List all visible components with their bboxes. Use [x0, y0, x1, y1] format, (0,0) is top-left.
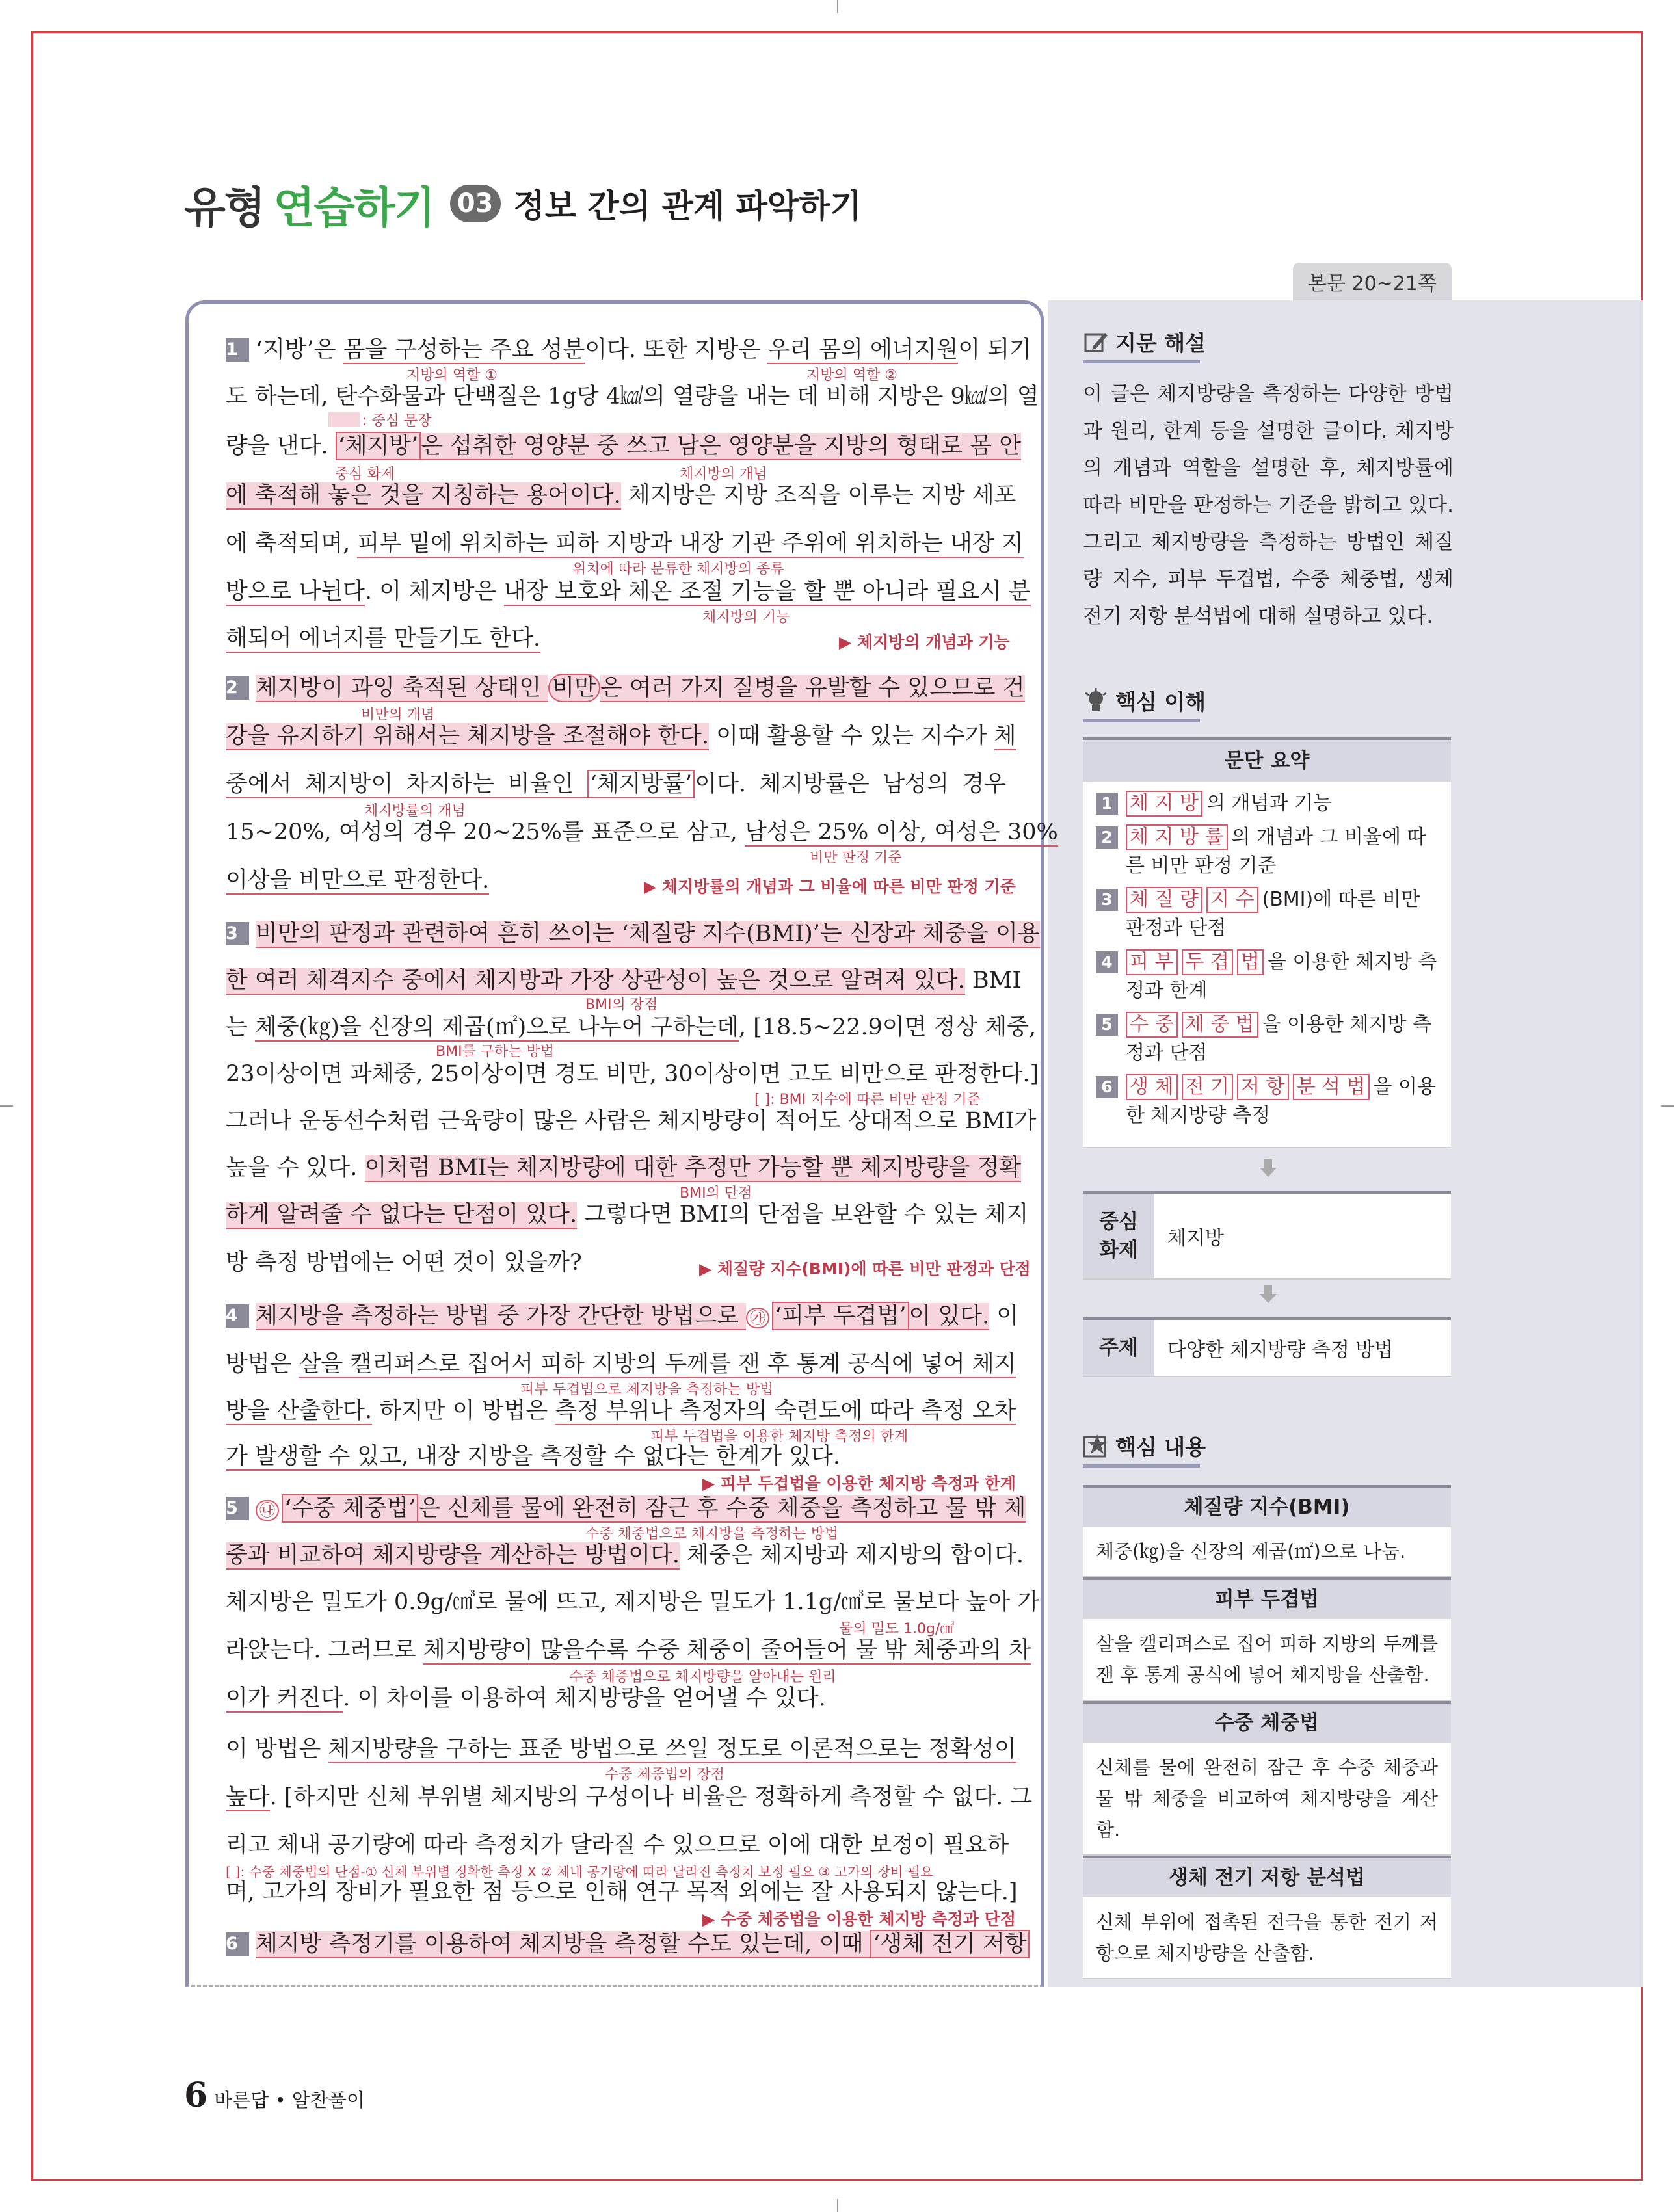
core-content-list	[1083, 1485, 1451, 1979]
text: 하지만 이 방법은	[372, 1398, 555, 1424]
paragraph-number: 2	[226, 676, 249, 700]
summary-item-number: 5	[1096, 1014, 1118, 1036]
summary-item-text	[1126, 1073, 1438, 1130]
text: ‘지방’은	[256, 337, 343, 363]
underlined-text: 높다	[226, 1784, 270, 1810]
central-sentence-text: 에 축적해 놓은 것을 지칭하는 용어이다.	[226, 482, 621, 508]
paragraph-summary: ▶ 수중 체중법을 이용한 체지방 측정과 단점	[702, 1910, 1016, 1929]
text: 체지방은 지방 조직을 이루는 지방 세포	[620, 482, 1016, 508]
summary-item	[1083, 789, 1451, 818]
summary-item	[1083, 823, 1451, 880]
content-box-header: 생체 전기 저항 분석법	[1083, 1856, 1451, 1897]
annotation: BMI의 단점	[680, 1185, 752, 1202]
passage-line	[226, 1297, 1019, 1336]
commentary-title: 지문 해설	[1115, 330, 1206, 356]
annotation: 체지방의 개념	[680, 466, 767, 482]
central-sentence-text: 체지방과 가장 상관성이 높은 것	[474, 968, 790, 994]
annotation: 지방의 역할 ②	[806, 367, 897, 384]
passage-line	[226, 572, 1031, 611]
text: 에 축적되며,	[226, 531, 358, 557]
central-topic-text: ‘체지방’	[336, 432, 421, 460]
page-title	[184, 174, 862, 233]
passage-line	[226, 524, 1024, 563]
legend-swatch	[328, 412, 360, 427]
passage-line: 도 하는데, 탄수화물과 단백질은 1g당 4㎉의 열량을 내는 데 비해 지방은 9㎉의 열	[226, 384, 1039, 410]
star-icon	[1083, 1433, 1109, 1459]
text: , [18.5~22.9이면 정상 체중,	[738, 1014, 1037, 1040]
central-topic-text: ‘생체 전기 저항	[870, 1930, 1029, 1958]
central-topic-value: 체지방	[1167, 1227, 1224, 1250]
paragraph-number: 5	[226, 1497, 249, 1520]
central-sentence-text: 은 여러 가지 질병을 유발할 수 있으므로 건	[600, 675, 1025, 701]
pencil-icon	[1083, 329, 1109, 355]
text: 는	[226, 1014, 255, 1040]
paragraph-number: 3	[226, 922, 249, 945]
central-sentence-text: 체지방이 과잉 축적된 상태인	[256, 675, 549, 701]
passage-line: 리고 체내 공기량에 따라 측정치가 달라질 수 있으므로 이에 대한 보정이 필요하	[226, 1832, 1009, 1858]
underlined-text: 몸을 구성하는 주요 성분	[343, 337, 585, 363]
passage-line: 그러나 운동선수처럼 근육량이 많은 사람은 체지방량이 적어도 상대적으로 BMI가	[226, 1108, 1037, 1134]
heading-underline	[1083, 360, 1200, 363]
text: 체중은 체지방과 제지방의 합이다.	[680, 1542, 1024, 1568]
title-type-label: 유형	[184, 182, 265, 233]
central-sentence-text: 비만의 판정과 관련하여 흔히 쓰이는 ‘체질량 지수(BMI)’는 신장과 체중을 이용	[256, 921, 1040, 947]
summary-item-number: 2	[1096, 826, 1118, 849]
summary-item	[1083, 886, 1451, 943]
passage-line	[226, 1345, 1016, 1384]
theme-row	[1083, 1317, 1451, 1377]
passage-line	[226, 330, 1031, 369]
annotation: BMI의 장점	[585, 997, 658, 1013]
lightbulb-icon	[1083, 688, 1109, 714]
blank-box: 지 수	[1206, 887, 1258, 913]
summary-item-rest: 을 이용한 체지방량 측정	[1126, 1075, 1436, 1127]
content-box-body: 신체 부위에 접촉된 전극을 통한 전기 저항으로 체지방량을 산출함.	[1083, 1897, 1451, 1979]
text: 이다. 또한 지방은	[585, 337, 768, 363]
summary-item-rest: 의 개념과 그 비율에 따른 비만 판정 기준	[1126, 826, 1426, 877]
paragraph-summary: ▶ 체질량 지수(BMI)에 따른 비만 판정과 단점	[699, 1259, 1031, 1278]
underlined-text: 방으로 나뉜다	[226, 579, 365, 605]
core-understanding-title: 핵심 이해	[1115, 689, 1206, 715]
down-arrow-icon	[1258, 1159, 1278, 1178]
blank-box: 수 중	[1126, 1012, 1178, 1038]
page-number: 6	[184, 2075, 208, 2115]
summary-item-text	[1126, 948, 1438, 1005]
text: 이	[989, 1303, 1019, 1329]
passage-line: 23이상이면 과체중, 25이상이면 경도 비만, 30이상이면 고도 비만으로 판정한다.]	[226, 1061, 1039, 1087]
central-sentence-text: 은 신체를 물에 완전히 잠근 후 수중 체중을 측정하고 물 밖 체	[418, 1495, 1026, 1521]
passage-line: 체지방은 밀도가 0.9g/㎤로 물에 뜨고, 제지방은 밀도가 1.1g/㎤로 물보다 높아 가	[226, 1589, 1040, 1615]
paragraph-summary-table	[1083, 737, 1451, 1148]
annotation: 체지방의 기능	[702, 609, 790, 625]
summary-item-rest: 을 이용한 체지방 측정과 단점	[1126, 1013, 1431, 1064]
theme-label: 주제	[1083, 1320, 1154, 1376]
passage-line: 방 측정 방법에는 어떤 것이 있을까?	[226, 1250, 582, 1276]
underlined-text: 이가 커진다	[226, 1685, 343, 1711]
paragraph-number: 6	[226, 1932, 249, 1956]
label-text: 중심 화제	[1099, 1210, 1138, 1262]
blank-box: 피 부	[1126, 949, 1178, 975]
central-topic-text: 비만	[548, 674, 600, 702]
central-sentence-text: 이 있다.	[909, 1303, 990, 1329]
passage-line	[226, 1148, 1022, 1187]
passage-line: 며, 고가의 장비가 필요한 점 등으로 인해 연구 목적 외에는 잘 사용되지 않는다.]	[226, 1879, 1018, 1905]
underlined-text: 중에서 체지방이 차지하는 비율인	[226, 771, 587, 797]
text: 라앉는다. 그러므로	[226, 1637, 423, 1663]
central-sentence-text: 한 여러 체격지수 중에서	[226, 968, 475, 994]
text: . 이 차이를 이용하여 체지방량을 얻어낼 수 있다.	[343, 1685, 826, 1711]
summary-item-text	[1126, 1010, 1438, 1068]
text: 그렇다면 BMI의 단점을 보완할 수 있는 체지	[577, 1202, 1029, 1228]
content-box-body: 신체를 물에 완전히 잠근 후 수중 체중과 물 밖 체중을 비교하여 체지방량을 계산함.	[1083, 1743, 1451, 1856]
underlined-text: 측정 부위나 측정자의 숙련도에 따라 측정 오차	[555, 1398, 1016, 1424]
paragraph-summary: ▶ 피부 두겹법을 이용한 체지방 측정과 한계	[702, 1474, 1016, 1493]
annotation: 체지방률의 개념	[364, 803, 466, 819]
blank-box: 두 겹	[1182, 949, 1234, 975]
summary-item-rest: 을 이용한 체지방 측정과 한계	[1126, 951, 1437, 1002]
crop-mark	[1661, 1105, 1674, 1107]
underlined-text: 체중(㎏)을 신장의 제곱(㎡)으로 나누어 구하는데	[254, 1014, 739, 1040]
core-content-title: 핵심 내용	[1115, 1434, 1206, 1460]
summary-item-number: 6	[1096, 1076, 1118, 1098]
blank-box: 저 항	[1237, 1074, 1289, 1100]
annotation: 수중 체중법으로 체지방량을 알아내는 원리	[569, 1669, 836, 1685]
passage-line	[226, 1730, 1016, 1769]
heading-underline	[1083, 719, 1200, 722]
central-topic-row	[1083, 1191, 1451, 1280]
page-footer	[184, 2075, 365, 2115]
underlined-text: 체지방량이 많을수록 수중 체중이 줄어들어 물 밖 체중과의 차	[423, 1637, 1031, 1663]
paragraph-summary: ▶ 체지방의 개념과 기능	[839, 633, 1010, 652]
annotation: 피부 두겹법으로 체지방을 측정하는 방법	[520, 1382, 774, 1398]
paragraph-number: 1	[226, 338, 249, 362]
underlined-text: 체	[994, 723, 1016, 749]
content-box-body: 살을 캘리퍼스로 집어 피하 지방의 두께를 잰 후 통계 공식에 넣어 체지방을 산출함.	[1083, 1619, 1451, 1701]
text: . [하지만 신체 부위별 체지방의 구성이나 비율은 정확하게 측정할 수 없다. 그	[269, 1784, 1033, 1810]
underlined-text: 방을 산출한다.	[226, 1398, 373, 1424]
blank-box: 생 체	[1126, 1074, 1178, 1100]
summary-item-text	[1126, 789, 1332, 818]
passage-line	[226, 1778, 1033, 1817]
central-topic-text: ‘피부 두겹법’	[772, 1302, 909, 1330]
annotation: 수중 체중법으로 체지방을 측정하는 방법	[585, 1526, 839, 1542]
text: 이때 활용할 수 있는 지수가	[708, 723, 994, 749]
underlined-text: 가 발생할 수 있고, 내장 지방을 측정할 수 없다는 한계	[226, 1443, 760, 1469]
annotation: [ ]: BMI 지수에 따른 비만 판정 기준	[754, 1092, 981, 1108]
title-practice-label: 연습하기	[273, 182, 434, 233]
core-content-heading	[1083, 1430, 1206, 1461]
content-box-header: 체질량 지수(BMI)	[1083, 1485, 1451, 1527]
passage-line	[226, 1008, 1037, 1047]
passage-line	[226, 1489, 1026, 1528]
summary-item-rest: (BMI)에 따른 비만 판정과 단점	[1126, 888, 1420, 940]
theme-value: 다양한 체지방량 측정 방법	[1167, 1339, 1394, 1362]
summary-item-text	[1126, 823, 1438, 880]
heading-underline	[1083, 1464, 1200, 1468]
annotation: [ ]: 수중 체중법의 단점-① 신체 부위별 정확한 측정 X ② 체내 공기량에 따라 달라진 측정치 보정 필요 ③ 고가의 장비 필요	[226, 1864, 933, 1880]
summary-item-number: 4	[1096, 951, 1118, 973]
text: 이 방법은	[226, 1736, 328, 1762]
central-sentence-text: 강을 유지하기 위해서는 체지방을 조절해야 한다.	[226, 723, 709, 749]
content-box-body: 체중(㎏)을 신장의 제곱(㎡)으로 나눔.	[1083, 1527, 1451, 1577]
underlined-text: 내장 보호와 체온 조절 기능을 할 뿐 아니라 필요시 분	[503, 579, 1031, 605]
blank-box: 체 지 방	[1126, 791, 1202, 817]
text: 방법은	[226, 1351, 299, 1377]
text: BMI	[964, 968, 1022, 994]
underlined-text: 이상을 비만으로 판정한다.	[226, 867, 490, 893]
central-topic-label	[1083, 1194, 1154, 1278]
mark-ga: ㉮	[746, 1308, 769, 1328]
underlined-text: 해되어 에너지를 만들기도 한다.	[226, 625, 541, 652]
central-sentence-text: 중과 비교하여 체지방량을 계산하는 방법이다.	[226, 1542, 680, 1568]
summary-table-header: 문단 요약	[1083, 737, 1451, 782]
passage-line	[226, 1195, 1029, 1234]
central-sentence-text: 체지방을 측정하는 방법 중 가장 간단한 방법으로	[256, 1303, 747, 1329]
text: . 이 체지방은	[365, 579, 504, 605]
annotation: 비만 판정 기준	[810, 850, 902, 866]
underlined-text: 체지방량을 구하는 표준 방법으로 쓰일 정도로 이론적으로는 정확성이	[328, 1736, 1016, 1762]
text: 15~20%, 여성의 경우 20~25%를 표준으로 삼고,	[226, 819, 745, 845]
mark-na: ㉯	[256, 1500, 279, 1521]
content-box-header: 피부 두겹법	[1083, 1577, 1451, 1619]
passage-line	[226, 765, 1006, 804]
down-arrow-icon	[1258, 1285, 1278, 1304]
central-topic-text: ‘수중 체중법’	[282, 1494, 418, 1523]
book-title: 바른답 • 알찬풀이	[214, 2089, 365, 2111]
summary-item-rest: 의 개념과 기능	[1206, 792, 1332, 815]
central-sentence-text: 은 섭취한 영양분 중 쓰고 남은 영양분을 지방의 형태로 몸 안	[421, 433, 1022, 459]
summary-item	[1083, 948, 1451, 1005]
content-box-header: 수중 체중법	[1083, 1701, 1451, 1743]
crop-mark	[837, 2199, 838, 2212]
central-topic-text: ‘체지방률’	[587, 770, 695, 798]
page-reference-tab: 본문 20~21쪽	[1293, 263, 1452, 300]
summary-item	[1083, 1010, 1451, 1068]
blank-box: 전 기	[1182, 1074, 1234, 1100]
commentary-heading	[1083, 326, 1206, 357]
text: 가 있다.	[760, 1443, 840, 1469]
annotation: 피부 두겹법을 이용한 체지방 측정의 한계	[650, 1429, 909, 1445]
central-sentence-text: 이처럼 BMI는 체지방량에 대한 추정만 가능할 뿐 체지방량을 정확	[364, 1155, 1022, 1181]
annotation: 비만의 개념	[361, 707, 435, 723]
annotation-legend: : 중심 문장	[362, 413, 432, 429]
passage-line	[226, 668, 1025, 707]
annotation: BMI를 구하는 방법	[436, 1044, 555, 1060]
blank-box: 법	[1237, 949, 1264, 975]
text: 이 되기	[958, 337, 1031, 363]
text: 량을 낸다.	[226, 433, 336, 459]
summary-item-number: 3	[1096, 889, 1118, 911]
annotation: 수중 체중법의 장점	[605, 1767, 725, 1783]
annotation: 물의 밀도 1.0g/㎤	[839, 1621, 955, 1637]
title-text: 정보 간의 관계 파악하기	[513, 187, 862, 225]
passage-line	[226, 813, 1058, 852]
summary-list	[1083, 782, 1451, 1130]
central-sentence-text: 체지방 측정기를 이용하여 체지방을 측정할 수도 있는데, 이때	[256, 1931, 871, 1957]
passage-line	[226, 717, 1016, 756]
crop-mark	[0, 1105, 13, 1107]
summary-item	[1083, 1073, 1451, 1130]
paragraph-summary: ▶ 체지방률의 개념과 그 비율에 따른 비만 판정 기준	[644, 877, 1016, 896]
summary-item-number: 1	[1096, 793, 1118, 815]
crop-mark	[837, 0, 838, 13]
central-sentence-text: 으로 알려져 있다.	[789, 968, 965, 994]
text: 이다. 체지방률은 남성의 경우	[695, 771, 1007, 797]
annotation: 지방의 역할 ①	[406, 367, 498, 384]
underlined-text: 우리 몸의 에너지원	[767, 337, 959, 363]
underlined-text: 남성은 25% 이상, 여성은 30%	[745, 819, 1058, 845]
underlined-text: 피부 밑에 위치하는 피하 지방과 내장 기관 주위에 위치하는 내장 지	[357, 531, 1024, 557]
title-number-badge: 03	[450, 185, 501, 222]
passage-line	[226, 1925, 1027, 1964]
commentary-text: 이 글은 체지방량을 측정하는 다양한 방법과 원리, 한계 등을 설명한 글이다. 체지방의 개념과 역할을 설명한 후, 체지방률에 따라 비만을 판정하는 기준을 밝히고 있다. 그리고 체지방량을 측정하는 방법인 체질량 지수, 피부 두겹법, 수중 체중법, 생체 전기 저항 분석법에 대해 설명하고 있다.	[1083, 382, 1454, 628]
paragraph-number: 4	[226, 1304, 249, 1328]
annotation: 중심 화제	[335, 466, 395, 482]
blank-box: 분 석 법	[1293, 1074, 1370, 1100]
passage-line	[226, 427, 1022, 466]
annotation: 위치에 따라 분류한 체지방의 종류	[572, 561, 784, 577]
core-understanding-heading	[1083, 685, 1206, 716]
passage-line	[226, 914, 1040, 953]
blank-box: 체 지 방 률	[1126, 824, 1228, 850]
underlined-text: 살을 캘리퍼스로 집어서 피하 지방의 두께를 잰 후 통계 공식에 넣어 체지	[299, 1351, 1016, 1377]
central-sentence-text: 하게 알려줄 수 없다는 단점이 있다.	[226, 1202, 578, 1228]
blank-box: 체 질 량	[1126, 887, 1202, 913]
blank-box: 체 중 법	[1182, 1012, 1258, 1038]
text: 높을 수 있다.	[226, 1155, 365, 1181]
summary-item-text	[1126, 886, 1438, 943]
